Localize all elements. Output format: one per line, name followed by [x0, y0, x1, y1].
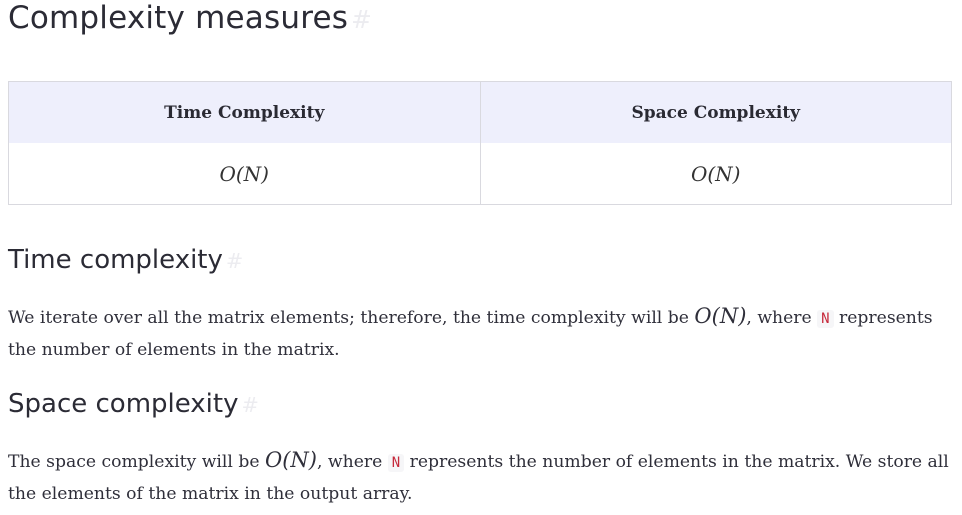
table-cell-space: O(N): [480, 143, 952, 205]
anchor-link-icon[interactable]: #: [351, 5, 373, 34]
complexity-table: [8, 81, 952, 205]
space-text-mid: , where: [317, 452, 388, 472]
space-heading-text: Space complexity: [8, 389, 239, 419]
time-inline-code: N: [817, 310, 833, 328]
time-math-expression: O(N): [694, 304, 747, 328]
table-row: [9, 143, 952, 205]
page-title: [8, 0, 372, 38]
time-text-mid: , where: [746, 308, 818, 328]
time-text-after: represents the number of elements in the matrix.: [8, 308, 933, 360]
page-title-text: Complexity measures: [8, 0, 349, 36]
time-text-before: We iterate over all the matrix elements; therefore, the time complexity will be: [8, 308, 695, 328]
table-header-row: [9, 82, 952, 144]
time-heading-text: Time complexity: [8, 245, 223, 275]
table-cell-time: O(N): [9, 143, 481, 205]
anchor-link-icon[interactable]: #: [241, 393, 259, 417]
time-complexity-heading: [8, 244, 243, 277]
space-complexity-paragraph: [8, 445, 958, 510]
space-text-after: represents the number of elements in the matrix. We store all the elements of the matrix in the output array.: [8, 452, 949, 504]
space-text-before: The space complexity will be: [8, 452, 266, 472]
table-header-time: Time Complexity: [9, 82, 481, 144]
time-complexity-paragraph: [8, 301, 958, 366]
anchor-link-icon[interactable]: #: [225, 249, 244, 273]
space-math-expression: O(N): [265, 448, 317, 472]
table-header-space: Space Complexity: [480, 82, 952, 144]
space-inline-code: N: [388, 454, 404, 472]
space-complexity-heading: [8, 388, 259, 421]
